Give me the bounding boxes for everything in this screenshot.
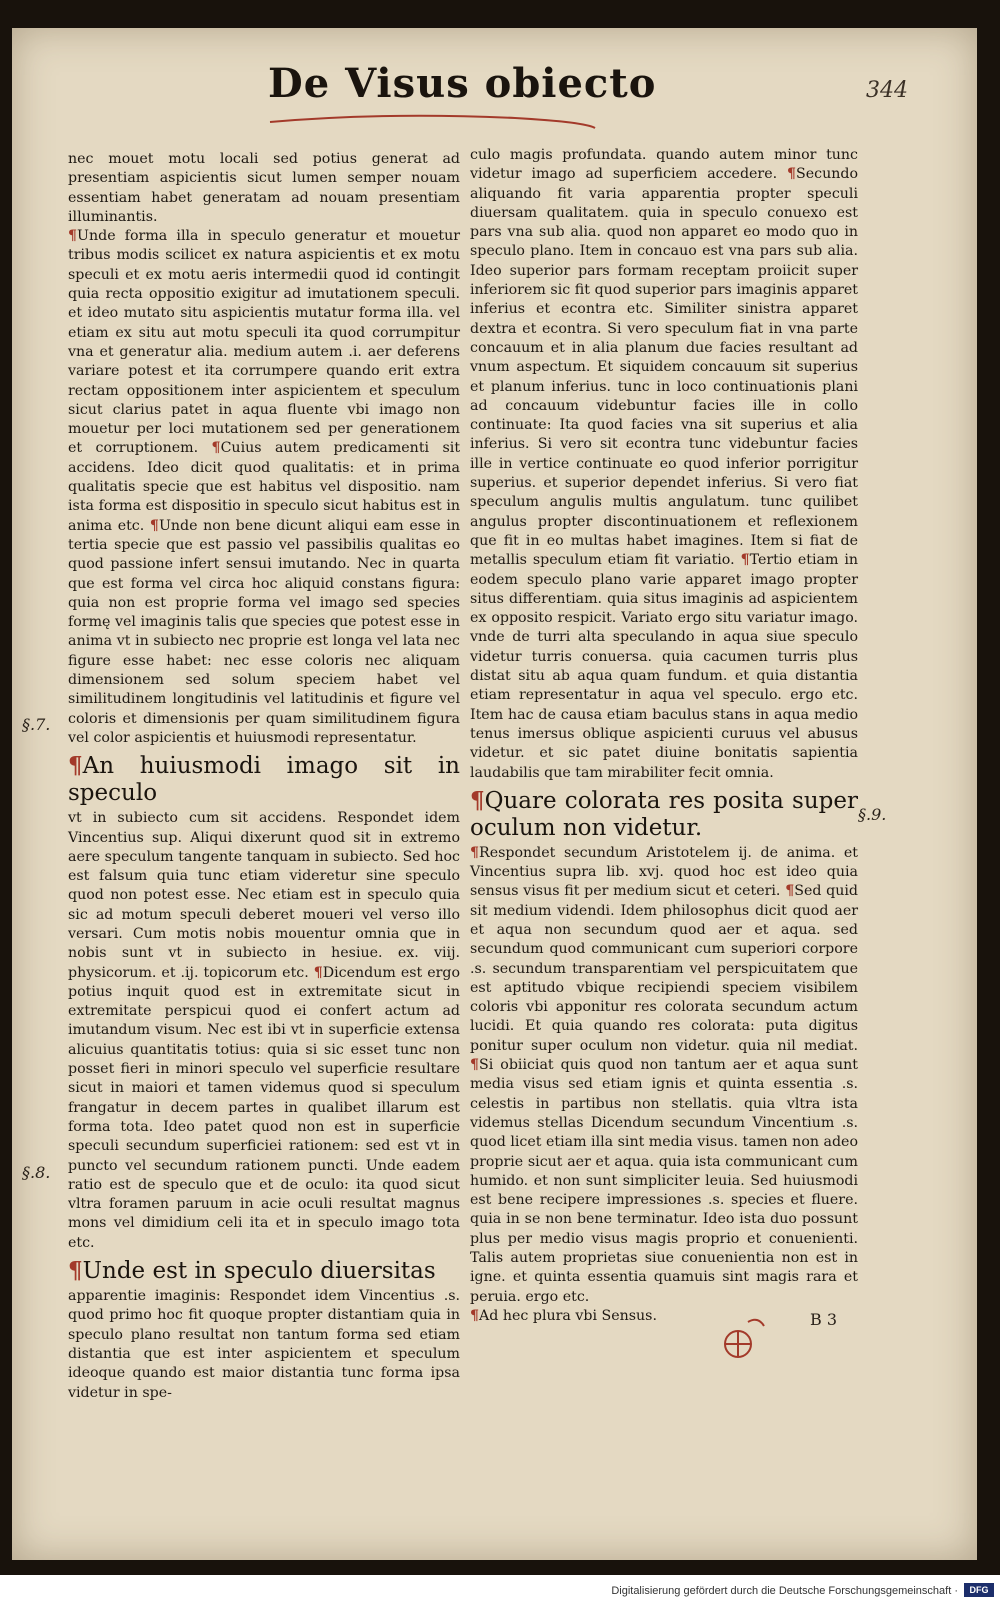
- paragraph: ¶Respondet secundum Aristotelem ij. de anima. et Vincentius supra lib. xvj. quod hoc est ideo quia sensus visus fit per medium sicut et ceteri. ¶Sed quid sit medium videndi. Idem philosophus dicit quod aer et aqua non secundum quod aer et aqua. sed secundum quod communicant cum superiori corpore .s. secundum transparentiam vel perspicuitatem que est aptitudo vbique recipiendi speciem visibilem coloris vbi apponitur res colorata secundum actum lucidi. Et quia quando res colorata: puta digitus ponitur super oculum non videtur. quia nil mediat. ¶Si obiiciat quis quod non tantum aer et aqua sunt media visus sed etiam ignis et quinta essentia .s. celestis in partibus non stellatis. quia vltra ista videmus stellas Dicendum secundum Vincentium .s. quod licet etiam illa sint media visus. tamen non adeo proprie sicut aer et aqua. quia ista communicant cum humido. et non sunt simpliciter leuia. Sed huiusmodi est bene recipere impressiones .s. species et fluere. quia in se non bene terminatur. Ideo ista duo possunt plus per medio visus magis proprio et conuenienti. Talis autem proprietas siue conuenientia non est in igne. et quinta essentia quamuis sint magis rara et peruia. ergo etc.: [470, 844, 858, 1305]
- dfg-logo: DFG: [964, 1583, 994, 1597]
- paragraph: vt in subiecto cum sit accidens. Respondet idem Vincentius sup. Aliqui dixerunt quod sit in extremo aere speculum tangente tanquam in subiecto. Sed hoc est falsum quia tunc etiam videretur sine speculo quod non potest esse. Nec etiam est in speculo quia sic ad motum speculi deberet moueri vel verso illo versari. Cum motis nobis mouentur omnia que in nobis sunt vt in subiecto in hesiue. ex. viij. physicorum. et .ij. topicorum etc. ¶Dicendum est ergo potius inquit quod est in extremitate sicut in extremitate perspicui quod ei confert actum ad imutandum visum. Nec est ibi vt in superficie extensa alicuius quantitatis totius: quia si sic esset tunc non posset fieri in minori speculo vel superficie resultare sicut in maiori et tamen videmus quod si speculum frangatur in decem partes in qualibet illarum est forma tota. Ideo patet quod non est in superficie speculi secundum superficiei rationem: sed est vt in puncto vel secundum rationem puncti. Unde eadem ratio est de speculo que et de oculo: ita quod sicut vltra foramen paruum in acie oculi resultat magnus mons vel dimidium celi ita et in speculo imago tota etc.: [68, 810, 460, 1251]
- pilcrow-mark: ¶: [787, 166, 797, 183]
- printer-ornament-icon: [710, 1312, 770, 1367]
- section-heading: ¶An huiusmodi imago sit in speculo: [68, 752, 460, 807]
- paragraph: ¶Unde forma illa in speculo generatur et mouetur tribus modis scilicet ex natura aspicientis et ex motu speculi et ex motu aeris intermedii quod id contingit quia recta oppositio exigitur ad imutationem speculi. et ideo mutato situ aspicientis mutatur forma illa. vel etiam ex situ aut motu speculi ita quod corrumpitur vna et generatur alia. medium autem .i. aer deferens variare potest et ita corrumpere quando erit extra rectam oppositionem inter aspicientem et speculum sicut clarius patet in aqua fluente vbi imago non mouetur per loci mutationem sed per generationem et corruptionem. ¶Cuius autem predicamenti sit accidens. Ideo dicit quod qualitatis: et in prima qualitatis specie que est habitus vel dispositio. nam ista forma est dispositio in speculo sicut habitus est in anima etc. ¶Unde non bene dicunt aliqui eam esse in tertia specie que est passio vel passibilis qualitas eo quod passione infert sensui imutando. Nec in quarta que est forma vel circa hoc aliquid constans figura: quia non est proprie forma vel imago sed species formę vel imaginis talis que species que potest esse in anima vt in subiecto nec proprie est longa vel lata nec figure esse habet: nec esse coloris nec aliquam dimensionem sed solum speciem habet vel similitudinem longitudinis vel latitudinis et figure vel coloris et dimensionis per quam similitudinem figura vel color aspicientis et huiusmodi representatur.: [68, 228, 461, 746]
- pilcrow-mark: ¶: [68, 228, 78, 245]
- folio-number: 344: [866, 78, 908, 103]
- pilcrow-mark: ¶: [68, 752, 83, 780]
- pilcrow-mark: ¶: [470, 1057, 480, 1074]
- margin-note-s9: §.9.: [858, 805, 887, 824]
- funding-credit: Digitalisierung gefördert durch die Deutsche Forschungsgemeinschaft ·: [611, 1585, 958, 1597]
- paragraph: ¶Ad hec plura vbi Sensus.: [470, 1307, 657, 1324]
- signature-mark: B 3: [810, 1310, 838, 1329]
- pilcrow-mark: ¶: [470, 786, 485, 814]
- pilcrow-mark: ¶: [470, 1307, 480, 1324]
- pilcrow-mark: ¶: [149, 517, 159, 534]
- pilcrow-mark: ¶: [313, 964, 323, 981]
- paragraph: culo magis profundata. quando autem minor tunc videtur imago ad superficiem accedere. ¶Secundo aliquando fit varia apparentia propter speculi diuersam qualitatem. quia in speculo conuexo est pars vna sub alia. quod non apparet eo modo quo in speculo plano. Item in concauo est vna pars sub alia. Ideo superior pars formam receptam proiicit super inferiorem sic fit quod superior pars imaginis apparet inferius et econtra etc. Similiter sinistra apparet dextra et econtra. Si vero speculum fiat in vna parte concauum et in alia planum due facies resultant ad vnum aspectum. Et siquidem concauum sit superius et planum inferius. tunc in loco continuationis plani ad concauum videbuntur facies ille in collo continuate: Ita quod facies vna sit superius et alia inferius. Si vero sit econtra tunc videbuntur facies ille in vertice continuate eo quod inferior porrigitur superius. et superior dependet inferius. Si vero fiat speculum angulis multis angulatum. tunc quilibet angulus propter discontinuationem et reflexionem que fit in eo multas habet imagines. Item si fiat de metallis speculum etiam fit variatio. ¶Tertio etiam in eodem speculo plano varie apparet imago propter situs differentiam. quia situs imaginis ad aspicientem ex opposito respicit. Variato ergo situ variatur imago. vnde de turri alta speculando in aqua siue speculo videtur turris conuersa. quia cacumen turris plus distat situ ab aqua quam fundum. et quia distantia etiam representatur in aqua vel speculo. ergo etc. Item hac de causa etiam baculus stans in aqua medio tenus imersus oblique aspicienti curuus vel abusus videtur. et sic patet diuine bonitatis sapientia laudabilis que tam mirabiliter fecit omnia.: [470, 147, 859, 781]
- pilcrow-mark: ¶: [740, 552, 750, 569]
- pilcrow-mark: ¶: [785, 883, 795, 900]
- title-flourish-ornament: [265, 104, 610, 134]
- section-heading: ¶Unde est in speculo diuersitas: [68, 1257, 436, 1285]
- paragraph: nec mouet motu locali sed potius generat ad presentiam aspicientis sicut lumen semper nouam essentiam habet generatam ad nouam presentiam illuminantis.: [68, 151, 460, 225]
- section-heading: ¶Quare colorata res posita super oculum non videtur.: [470, 786, 858, 841]
- pilcrow-mark: ¶: [470, 844, 480, 861]
- margin-note-s8: §.8.: [22, 1163, 51, 1182]
- pilcrow-mark: ¶: [211, 440, 221, 457]
- margin-note-s7: §.7.: [22, 715, 51, 734]
- page-title: De Visus obiecto: [268, 60, 657, 107]
- pilcrow-mark: ¶: [68, 1257, 83, 1285]
- footer-bar: [0, 1578, 1000, 1609]
- paragraph: apparentie imaginis: Respondet idem Vincentius .s. quod primo hoc fit quoque propter distantiam quia in speculo plano resultat non tantum forma sed etiam distantia que est inter aspicientem et speculum ideoque quando est maior distantia tunc forma ipsa videtur in spe-: [68, 1288, 460, 1401]
- left-text-column: [68, 150, 460, 1403]
- right-text-column: [470, 146, 858, 1326]
